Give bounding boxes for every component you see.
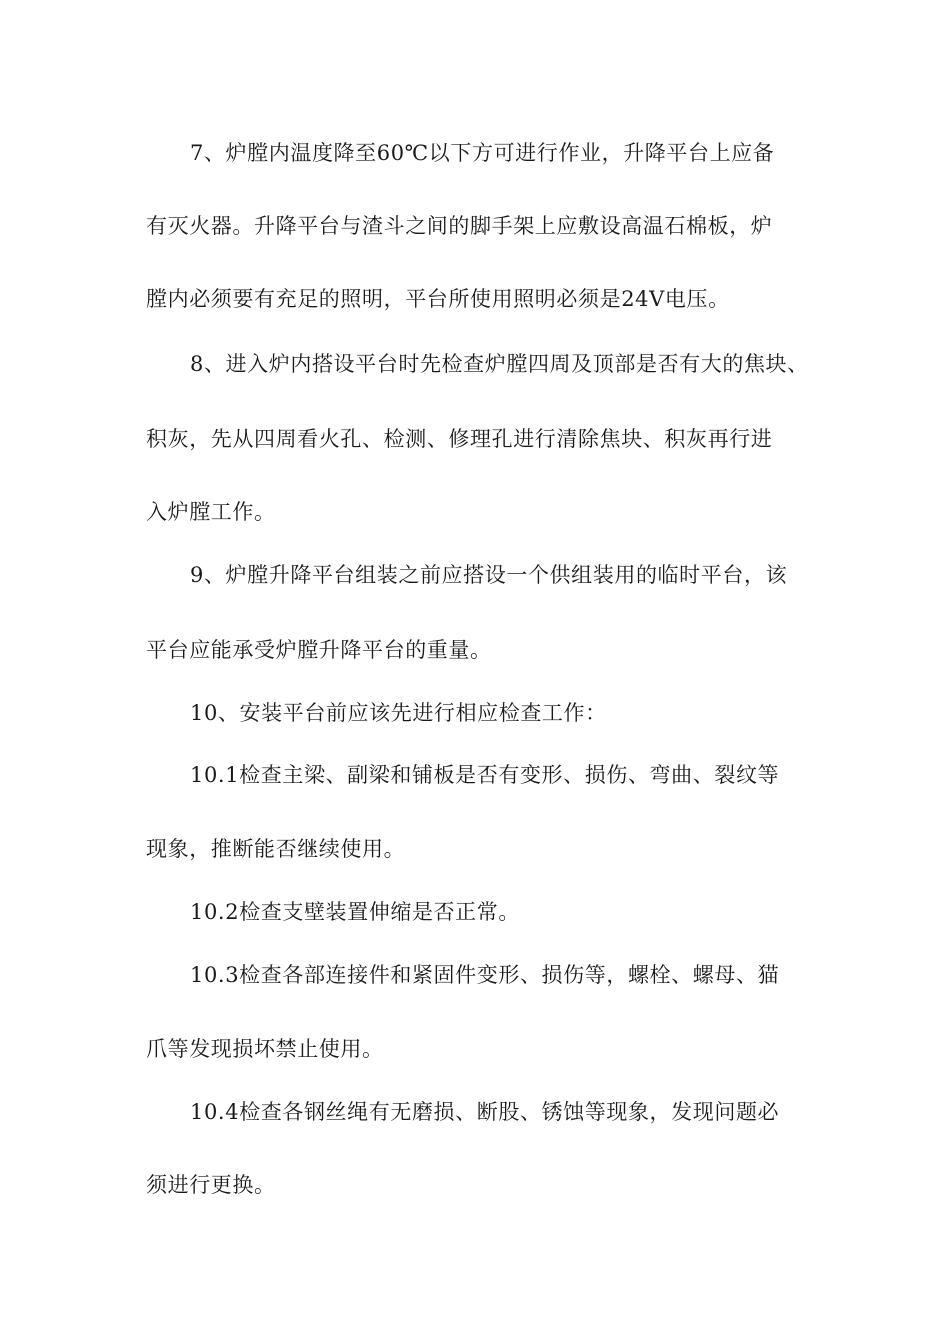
text-line: 10.4检查各钢丝绳有无磨损、断股、锈蚀等现象，发现问题必 (190, 1100, 780, 1124)
text-line: 膛内必须要有充足的照明，平台所使用照明必须是24V电压。 (146, 287, 730, 311)
text-line: 入炉膛工作。 (146, 500, 276, 524)
text-line: 平台应能承受炉膛升降平台的重量。 (146, 638, 492, 662)
text-line: 10.3检查各部连接件和紧固件变形、损伤等，螺栓、螺母、猫 (190, 963, 780, 987)
text-line: 须进行更换。 (146, 1173, 276, 1197)
text-line: 10.1检查主梁、副梁和铺板是否有变形、损伤、弯曲、裂纹等 (190, 763, 780, 787)
text-line: 10、安装平台前应该先进行相应检查工作： (190, 701, 607, 725)
text-line: 有灭火器。升降平台与渣斗之间的脚手架上应敷设高温石棉板，炉 (146, 214, 773, 238)
text-line: 8、进入炉内搭设平台时先检查炉膛四周及顶部是否有大的焦块、 (190, 352, 809, 376)
text-line: 9、炉膛升降平台组装之前应搭设一个供组装用的临时平台，该 (190, 563, 788, 587)
text-line: 7、炉膛内温度降至60℃以下方可进行作业，升降平台上应备 (190, 141, 775, 165)
text-line: 积灰，先从四周看火孔、检测、修理孔进行清除焦块、积灰再行进 (146, 427, 773, 451)
text-line: 10.2检查支壁装置伸缩是否正常。 (190, 900, 520, 924)
text-line: 爪等发现损坏禁止使用。 (146, 1037, 384, 1061)
text-line: 现象，推断能否继续使用。 (146, 837, 406, 861)
